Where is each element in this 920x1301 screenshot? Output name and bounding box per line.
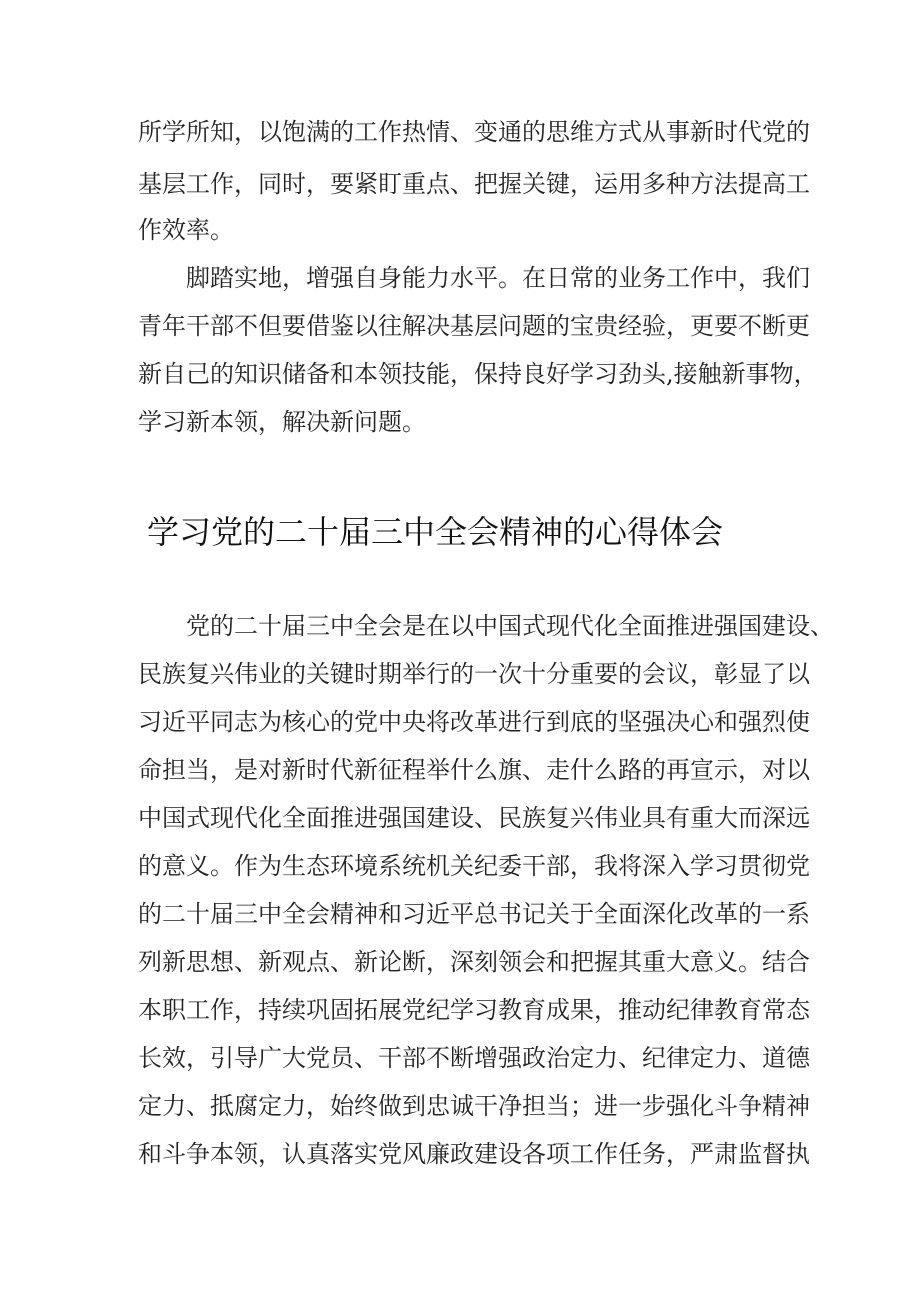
text-line: 定力、抵腐定力，始终做到忠诚干净担当；进一步强化斗争精神 [138,1092,810,1120]
text-line: 青年干部不但要借鉴以往解决基层问题的宝贵经验，更要不断更 [138,312,810,340]
text-line: 脚踏实地，增强自身能力水平。在日常的业务工作中，我们 [186,264,810,292]
text-line: 所学所知，以饱满的工作热情、变通的思维方式从事新时代党的 [138,118,810,146]
text-line: 新自己的知识储备和本领技能，保持良好学习劲头,接触新事物， [138,360,818,388]
text-line: 学习新本领，解决新问题。 [138,408,426,436]
text-line: 长效，引导广大党员、干部不断增强政治定力、纪律定力、道德 [138,1044,810,1072]
text-line: 和斗争本领，认真落实党风廉政建设各项工作任务，严肃监督执 [138,1140,810,1168]
text-line: 的意义。作为生态环境系统机关纪委干部，我将深入学习贯彻党 [138,852,810,880]
section-heading: 学习党的二十届三中全会精神的心得体会 [147,513,724,551]
text-line: 本职工作，持续巩固拓展党纪学习教育成果，推动纪律教育常态 [138,996,810,1024]
text-line: 命担当，是对新时代新征程举什么旗、走什么路的再宣示，对以 [138,756,810,784]
text-line: 党的二十届三中全会是在以中国式现代化全面推进强国建设、 [186,612,834,640]
text-line: 列新思想、新观点、新论断，深刻领会和把握其重大意义。结合 [138,948,810,976]
text-line: 中国式现代化全面推进强国建设、民族复兴伟业具有重大而深远 [138,804,810,832]
text-line: 习近平同志为核心的党中央将改革进行到底的坚强决心和强烈使 [138,708,810,736]
text-line: 民族复兴伟业的关键时期举行的一次十分重要的会议，彰显了以 [138,660,810,688]
text-line: 基层工作，同时，要紧盯重点、把握关键，运用多种方法提高工 [138,170,810,198]
text-line: 的二十届三中全会精神和习近平总书记关于全面深化改革的一系 [138,900,810,928]
text-line: 作效率。 [138,216,234,244]
